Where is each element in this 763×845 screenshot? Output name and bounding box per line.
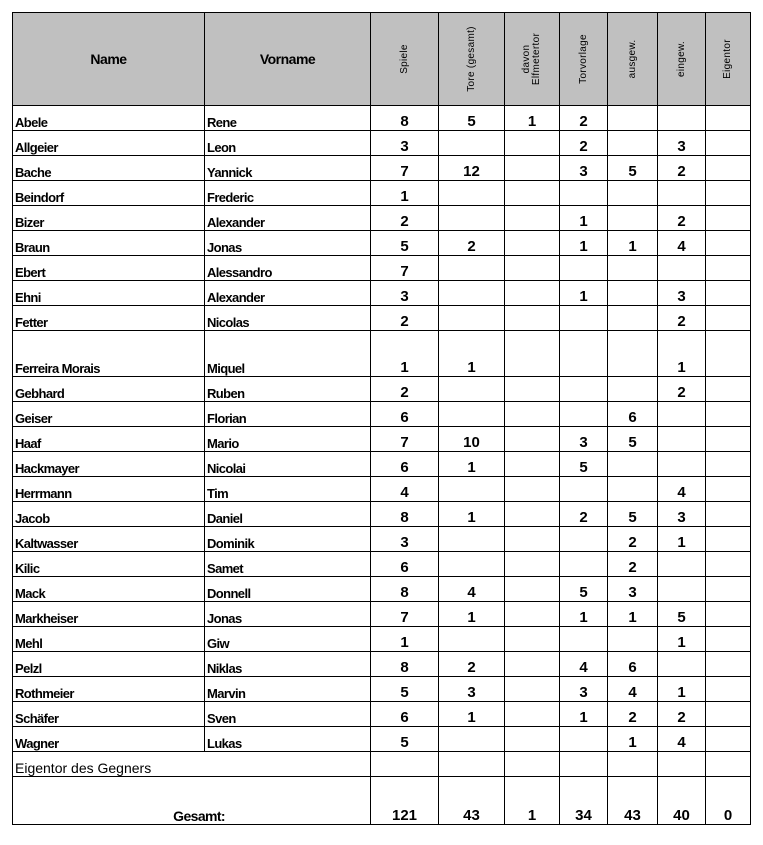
player-torvorlage: 3 [560,427,608,452]
player-eigentor [706,106,751,131]
table-row [13,477,751,502]
player-spiele: 3 [371,281,439,306]
player-torvorlage: 5 [560,577,608,602]
col-header-elf-line2: Elfmetertor [531,32,542,86]
player-name: Mack [13,577,205,602]
player-elfmetertor [505,577,560,602]
player-ausgew [608,306,658,331]
player-ausgew: 1 [608,727,658,752]
player-tore: 1 [439,452,505,477]
col-header-torvorlage-label: Torvorlage [577,34,589,84]
player-vorname: Lukas [205,727,371,752]
player-eingew [658,106,706,131]
player-vorname: Leon [205,131,371,156]
player-ausgew: 5 [608,502,658,527]
player-vorname: Alexander [205,281,371,306]
player-ausgew: 1 [608,602,658,627]
player-eigentor [706,131,751,156]
table-row [13,427,751,452]
player-eingew: 2 [658,377,706,402]
player-torvorlage [560,181,608,206]
player-tore [439,552,505,577]
player-vorname: Daniel [205,502,371,527]
player-spiele: 4 [371,477,439,502]
player-eigentor [706,552,751,577]
opp-cell [560,752,608,777]
player-vorname: Mario [205,427,371,452]
opponent-own-goal-label: Eigentor des Gegners [13,752,371,777]
player-elfmetertor: 1 [505,106,560,131]
player-tore [439,181,505,206]
player-vorname: Nicolai [205,452,371,477]
table-row [13,156,751,181]
player-torvorlage: 5 [560,452,608,477]
player-elfmetertor [505,527,560,552]
table-row [13,377,751,402]
col-header-elf-line1: davon [521,44,532,74]
player-spiele: 7 [371,602,439,627]
player-elfmetertor [505,477,560,502]
player-eigentor [706,527,751,552]
player-vorname: Jonas [205,602,371,627]
col-header-name: Name [13,13,205,106]
player-tore: 4 [439,577,505,602]
player-elfmetertor [505,627,560,652]
player-eigentor [706,156,751,181]
opp-cell [608,752,658,777]
player-name: Schäfer [13,702,205,727]
player-tore [439,306,505,331]
col-header-torvorlage [560,13,608,106]
player-torvorlage: 1 [560,206,608,231]
player-spiele: 7 [371,427,439,452]
col-header-elfmetertor [505,13,560,106]
player-eingew: 3 [658,502,706,527]
player-eigentor [706,702,751,727]
player-ausgew [608,181,658,206]
player-tore: 1 [439,502,505,527]
player-vorname: Alessandro [205,256,371,281]
player-torvorlage [560,306,608,331]
player-spiele: 8 [371,106,439,131]
player-eigentor [706,452,751,477]
player-torvorlage: 1 [560,281,608,306]
player-eigentor [706,281,751,306]
opp-cell [439,752,505,777]
player-torvorlage: 1 [560,602,608,627]
table-row [13,206,751,231]
table-row [13,702,751,727]
col-header-vorname: Vorname [205,13,371,106]
player-elfmetertor [505,502,560,527]
player-eigentor [706,602,751,627]
player-eigentor [706,306,751,331]
player-spiele: 6 [371,452,439,477]
player-ausgew [608,452,658,477]
player-stats-table [12,12,751,825]
player-spiele: 8 [371,577,439,602]
player-spiele: 1 [371,181,439,206]
player-torvorlage [560,727,608,752]
player-vorname: Florian [205,402,371,427]
player-elfmetertor [505,281,560,306]
player-elfmetertor [505,131,560,156]
player-eigentor [706,377,751,402]
player-elfmetertor [505,306,560,331]
player-tore: 2 [439,652,505,677]
player-spiele: 8 [371,502,439,527]
player-name: Bache [13,156,205,181]
player-elfmetertor [505,452,560,477]
player-eingew: 4 [658,477,706,502]
player-eingew [658,652,706,677]
player-torvorlage: 1 [560,231,608,256]
player-tore: 3 [439,677,505,702]
player-vorname: Donnell [205,577,371,602]
table-row [13,306,751,331]
opp-cell [371,752,439,777]
total-tore: 43 [439,777,505,825]
player-tore: 1 [439,331,505,377]
player-eingew: 1 [658,677,706,702]
player-ausgew: 2 [608,527,658,552]
player-elfmetertor [505,727,560,752]
player-name: Fetter [13,306,205,331]
table-row [13,727,751,752]
player-name: Markheiser [13,602,205,627]
player-name: Jacob [13,502,205,527]
player-torvorlage: 3 [560,677,608,702]
player-eingew: 4 [658,231,706,256]
player-vorname: Giw [205,627,371,652]
player-elfmetertor [505,156,560,181]
player-eingew [658,452,706,477]
player-eingew: 5 [658,602,706,627]
player-elfmetertor [505,206,560,231]
header-row [13,13,751,106]
player-eingew: 1 [658,627,706,652]
player-eigentor [706,652,751,677]
player-name: Ehni [13,281,205,306]
player-eingew: 2 [658,702,706,727]
player-torvorlage: 2 [560,131,608,156]
table-row [13,181,751,206]
player-eingew: 2 [658,306,706,331]
player-ausgew: 1 [608,231,658,256]
table-row [13,502,751,527]
player-rows [13,106,751,752]
player-torvorlage [560,377,608,402]
player-eingew: 3 [658,131,706,156]
table-row [13,552,751,577]
player-name: Braun [13,231,205,256]
player-name: Allgeier [13,131,205,156]
player-vorname: Alexander [205,206,371,231]
player-tore [439,727,505,752]
player-eingew [658,402,706,427]
col-header-ausgew [608,13,658,106]
player-name: Haaf [13,427,205,452]
player-tore: 12 [439,156,505,181]
player-vorname: Miquel [205,331,371,377]
player-name: Ebert [13,256,205,281]
col-header-eingew [658,13,706,106]
col-header-spiele [371,13,439,106]
opponent-own-goal-row [13,752,751,777]
player-eigentor [706,477,751,502]
col-header-tore-label: Tore (gesamt) [465,26,477,92]
player-tore [439,131,505,156]
player-tore [439,206,505,231]
player-eingew: 1 [658,527,706,552]
player-eingew: 2 [658,156,706,181]
player-ausgew: 3 [608,577,658,602]
player-eigentor [706,502,751,527]
player-name: Rothmeier [13,677,205,702]
player-ausgew: 6 [608,652,658,677]
player-tore: 1 [439,702,505,727]
player-tore [439,256,505,281]
table-row [13,677,751,702]
table-row [13,106,751,131]
table-row [13,577,751,602]
player-torvorlage: 1 [560,702,608,727]
total-spiele: 121 [371,777,439,825]
player-tore [439,627,505,652]
player-torvorlage [560,527,608,552]
player-ausgew [608,377,658,402]
table-row [13,452,751,477]
player-ausgew: 6 [608,402,658,427]
player-spiele: 5 [371,727,439,752]
player-name: Mehl [13,627,205,652]
player-name: Hackmayer [13,452,205,477]
player-spiele: 6 [371,702,439,727]
player-tore [439,527,505,552]
table-row [13,231,751,256]
col-header-eigentor [706,13,751,106]
player-name: Gebhard [13,377,205,402]
player-vorname: Dominik [205,527,371,552]
table-row [13,281,751,306]
player-vorname: Rene [205,106,371,131]
player-eigentor [706,727,751,752]
player-spiele: 8 [371,652,439,677]
col-header-ausgew-label: ausgew. [626,39,638,79]
table-row [13,627,751,652]
player-eigentor [706,677,751,702]
player-vorname: Yannick [205,156,371,181]
player-tore: 5 [439,106,505,131]
player-vorname: Frederic [205,181,371,206]
summary-rows [13,752,751,825]
table-row [13,131,751,156]
player-spiele: 2 [371,206,439,231]
player-name: Ferreira Morais [13,331,205,377]
player-torvorlage: 2 [560,502,608,527]
player-name: Abele [13,106,205,131]
player-tore [439,281,505,306]
player-torvorlage: 2 [560,106,608,131]
player-tore [439,402,505,427]
player-spiele: 3 [371,131,439,156]
player-vorname: Nicolas [205,306,371,331]
player-vorname: Marvin [205,677,371,702]
player-eigentor [706,331,751,377]
player-eigentor [706,181,751,206]
player-spiele: 5 [371,231,439,256]
player-torvorlage [560,256,608,281]
player-ausgew [608,106,658,131]
player-tore [439,377,505,402]
opp-cell [706,752,751,777]
opp-cell [505,752,560,777]
total-torvorlage: 34 [560,777,608,825]
player-eingew [658,577,706,602]
player-name: Herrmann [13,477,205,502]
player-elfmetertor [505,602,560,627]
player-eingew [658,552,706,577]
player-vorname: Sven [205,702,371,727]
player-torvorlage [560,477,608,502]
player-tore: 1 [439,602,505,627]
player-name: Kilic [13,552,205,577]
player-eingew [658,181,706,206]
player-spiele: 5 [371,677,439,702]
player-elfmetertor [505,377,560,402]
player-eingew [658,256,706,281]
player-vorname: Niklas [205,652,371,677]
player-elfmetertor [505,702,560,727]
player-ausgew: 4 [608,677,658,702]
table-row [13,602,751,627]
player-eigentor [706,206,751,231]
player-ausgew: 2 [608,552,658,577]
player-elfmetertor [505,256,560,281]
player-eigentor [706,427,751,452]
player-torvorlage [560,331,608,377]
player-tore: 10 [439,427,505,452]
player-ausgew: 5 [608,427,658,452]
player-eingew [658,427,706,452]
player-vorname: Samet [205,552,371,577]
player-spiele: 7 [371,256,439,281]
player-eigentor [706,256,751,281]
player-tore [439,477,505,502]
player-name: Wagner [13,727,205,752]
player-ausgew [608,256,658,281]
player-name: Kaltwasser [13,527,205,552]
table-row [13,331,751,377]
player-spiele: 7 [371,156,439,181]
player-torvorlage: 3 [560,156,608,181]
player-ausgew [608,281,658,306]
table-row [13,402,751,427]
player-eigentor [706,402,751,427]
player-torvorlage: 4 [560,652,608,677]
col-header-eigentor-label: Eigentor [722,39,733,79]
player-vorname: Ruben [205,377,371,402]
player-ausgew [608,331,658,377]
total-ausgew: 43 [608,777,658,825]
player-eigentor [706,627,751,652]
player-elfmetertor [505,231,560,256]
total-elfmetertor: 1 [505,777,560,825]
player-eingew: 3 [658,281,706,306]
player-spiele: 2 [371,377,439,402]
player-spiele: 1 [371,627,439,652]
player-vorname: Tim [205,477,371,502]
col-header-tore [439,13,505,106]
table-row [13,527,751,552]
player-torvorlage [560,402,608,427]
player-ausgew [608,477,658,502]
player-ausgew: 5 [608,156,658,181]
player-spiele: 3 [371,527,439,552]
player-eigentor [706,231,751,256]
player-elfmetertor [505,181,560,206]
total-eigentor: 0 [706,777,751,825]
player-torvorlage [560,627,608,652]
player-name: Geiser [13,402,205,427]
opp-cell [658,752,706,777]
player-spiele: 2 [371,306,439,331]
totals-row [13,777,751,825]
player-name: Beindorf [13,181,205,206]
player-elfmetertor [505,402,560,427]
player-spiele: 1 [371,331,439,377]
player-elfmetertor [505,331,560,377]
player-ausgew [608,627,658,652]
player-torvorlage [560,552,608,577]
player-elfmetertor [505,427,560,452]
stats-sheet [12,12,751,825]
player-name: Bizer [13,206,205,231]
player-eingew: 2 [658,206,706,231]
player-elfmetertor [505,652,560,677]
player-ausgew [608,206,658,231]
table-row [13,256,751,281]
table-row [13,652,751,677]
col-header-spiele-label: Spiele [398,44,410,74]
player-ausgew [608,131,658,156]
player-eingew: 1 [658,331,706,377]
col-header-eingew-label: eingew. [675,40,687,78]
player-ausgew: 2 [608,702,658,727]
player-eigentor [706,577,751,602]
player-elfmetertor [505,552,560,577]
player-spiele: 6 [371,552,439,577]
player-tore: 2 [439,231,505,256]
player-spiele: 6 [371,402,439,427]
player-vorname: Jonas [205,231,371,256]
totals-label: Gesamt: [13,777,371,825]
total-eingew: 40 [658,777,706,825]
col-header-elfmetertor-label [522,33,542,85]
player-elfmetertor [505,677,560,702]
player-name: Pelzl [13,652,205,677]
player-eingew: 4 [658,727,706,752]
